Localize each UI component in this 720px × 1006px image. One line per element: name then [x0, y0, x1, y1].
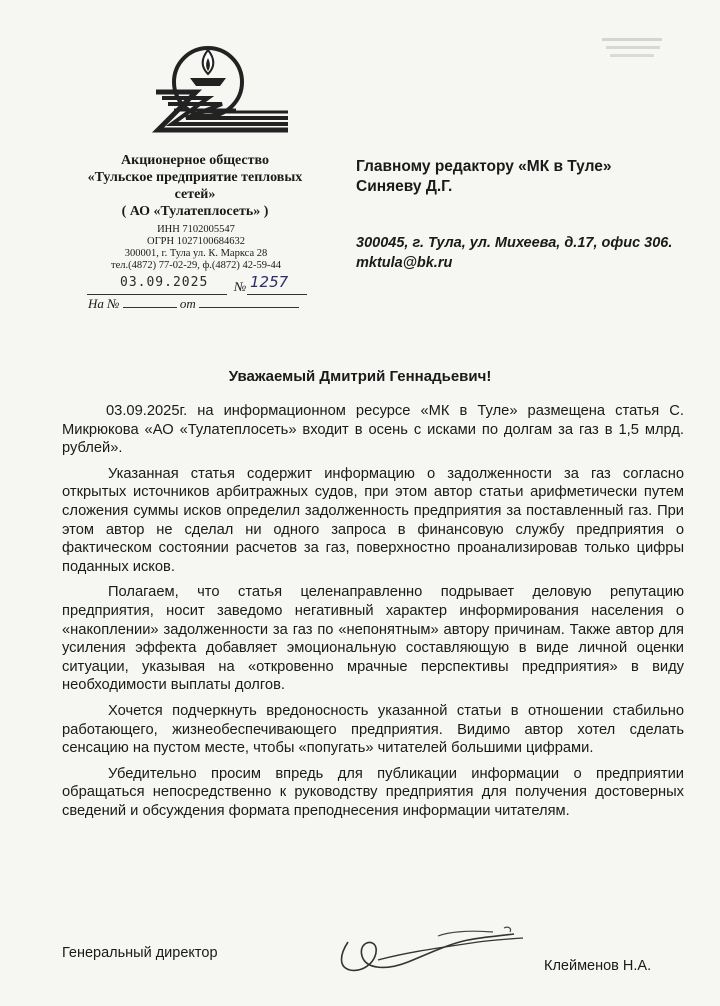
org-line: сетей»	[174, 187, 216, 202]
letter-body	[62, 402, 684, 827]
org-line: «Тульское предприятие тепловых	[87, 170, 303, 185]
recipient-postal-address: 300045, г. Тула, ул. Михеева, д.17, офис 306.	[356, 235, 673, 251]
signatory-name: Клейменов Н.А.	[544, 958, 652, 974]
sender-address: 300001, г. Тула ул. К. Маркса 28	[124, 248, 268, 259]
paragraph: Полагаем, что статья целенаправленно подрывает деловую репутацию предприятия, носит заведомо негативный характер информирования населения о «накоплении» задолженности за газ по «непонятным» автору причинам. Также автор для усиления эффекта добавляет эмоциональную составляющую в виде личной оценки ситуации, указывая на «откровенно мрачные перспективы предприятия» в виду необходимости выплаты долгов.	[62, 584, 684, 694]
paragraph: Хочется подчеркнуть вредоносность указанной статьи в отношении стабильно работающего, жизнеобеспечивающего предприятия. Видимо автор хотел сделать сенсацию на пустом месте, чтобы «попугать» читателей большими цифрами.	[62, 702, 684, 757]
recipient-email: mktula@bk.ru	[356, 255, 453, 271]
sender-organization	[80, 152, 310, 220]
reference-row	[88, 296, 318, 312]
outgoing-date-stamp: 03.09.2025	[120, 275, 209, 290]
inn: ИНН 7102005547	[157, 224, 235, 235]
signatory-title: Генеральный директор	[62, 945, 218, 961]
sender-requisites	[96, 224, 296, 272]
date-underline	[87, 294, 227, 295]
ref-no-blank	[123, 307, 177, 308]
sender-phone: тел.(4872) 77-02-29, ф.(4872) 42-59-44	[110, 260, 281, 271]
handwritten-signature	[318, 912, 538, 987]
ref-from-blank	[199, 307, 299, 308]
faint-corner-stamp	[600, 34, 680, 72]
ref-from-label: от	[179, 296, 196, 311]
ref-no-label: На №	[88, 296, 120, 311]
company-logo	[138, 40, 308, 140]
outgoing-number: 1257	[250, 273, 289, 291]
org-line: ( АО «Тулатеплосеть» )	[121, 204, 269, 219]
paragraph: Указанная статья содержит информацию о задолженности за газ согласно открытых источников арбитражных судов, при этом автор статьи арифметически путем сложения суммы исков определил задолженность предприятия за поставленный газ. При этом автор не сделал ни одного запроса в финансовую службу предприятия о фактическом состоянии расчетов за газ, поверхностно проанализировав только цифры поданных исков.	[62, 465, 684, 575]
recipient-position: Главному редактору «МК в Туле»	[356, 158, 612, 175]
recipient-block	[356, 157, 696, 197]
org-line: Акционерное общество	[121, 153, 269, 168]
number-label: №	[234, 279, 247, 294]
paragraph: 03.09.2025г. на информационном ресурсе «МК в Туле» размещена статья С. Микрюкова «АО «Тулатеплосеть» входит в осень с исками по долгам за газ в 1,5 млрд. рублей».	[62, 403, 684, 457]
ogrn: ОГРН 1027100684632	[147, 236, 245, 247]
recipient-address	[356, 233, 701, 273]
recipient-name: Синяеву Д.Г.	[356, 178, 453, 195]
salutation: Уважаемый Дмитрий Геннадьевич!	[228, 368, 492, 385]
number-underline	[247, 294, 307, 295]
paragraph: Убедительно просим впредь для публикации информации о предприятии обращаться непосредственно к руководству предприятия для получения достоверных сведений и обсуждения формата преподнесения информации читателям.	[62, 765, 684, 819]
